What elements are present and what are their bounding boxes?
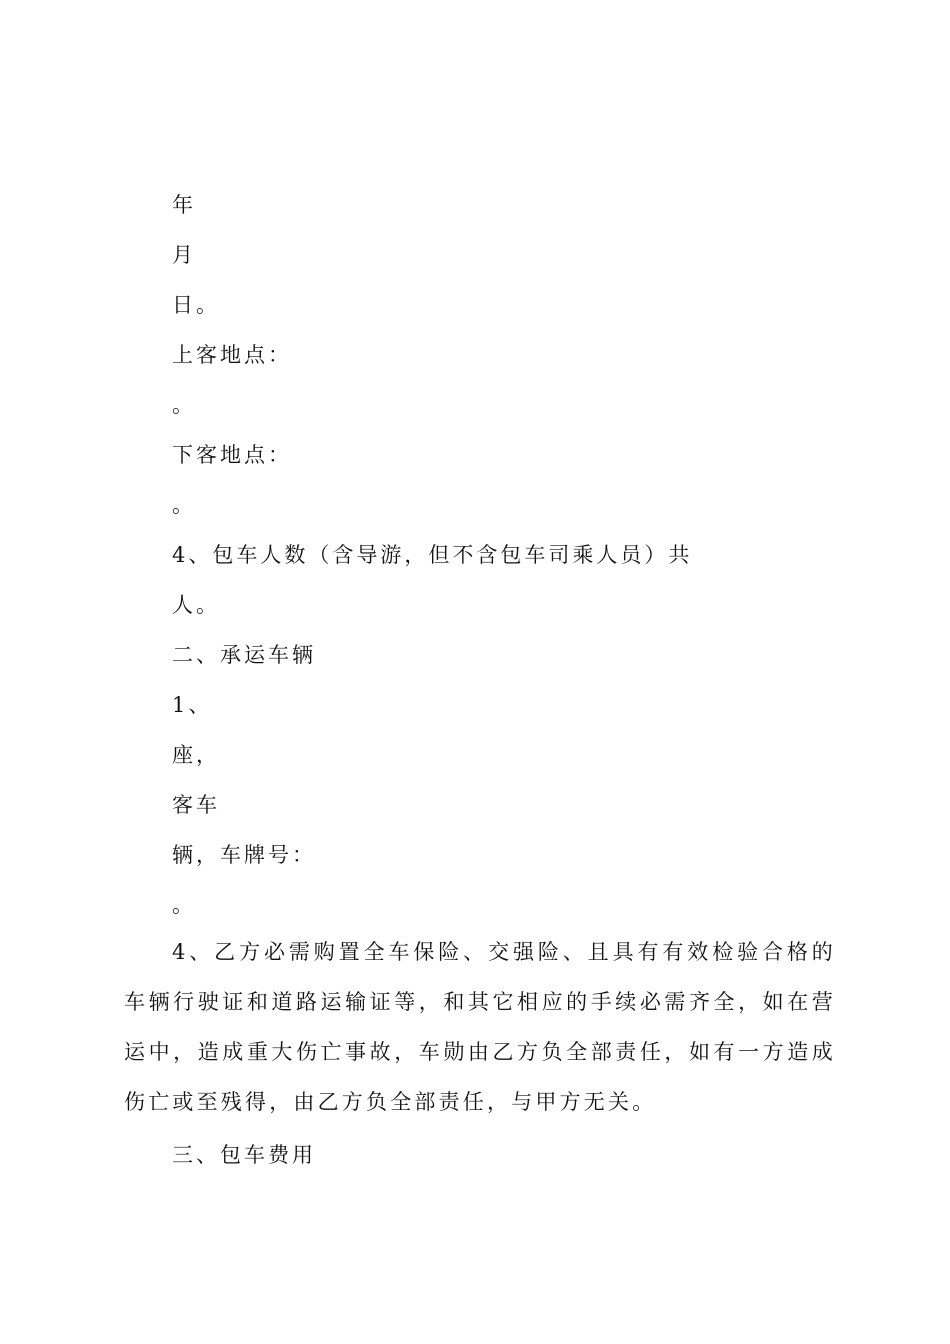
text-line-period: 。 [172,393,196,417]
text-line-seats: 座， [172,743,220,767]
text-line-period: 。 [172,493,196,517]
text-line-pickup-location: 上客地点： [172,343,292,367]
text-line-coach: 客车 [172,793,220,817]
text-line-plate-number: 辆，车牌号： [172,843,316,867]
text-line-persons: 人。 [172,593,220,617]
text-line-day: 日。 [172,293,220,317]
text-line-period: 。 [172,893,196,917]
section-heading-vehicle: 二、承运车辆 [172,643,316,667]
text-line-year: 年 [172,193,196,217]
text-line-passenger-count: 4、包车人数（含导游，但不含包车司乘人员）共 [172,543,693,567]
text-line-item-1: 1、 [172,693,213,717]
paragraph-insurance-liability: 4、乙方必需购置全车保险、交强险、且具有有效检验合格的车辆行驶证和道路运输证等，和其它相应的手续必需齐全，如在营运中，造成重大伤亡事故，车勋由乙方负全部责任，如有一方造成伤亡或至残得，由乙方负全部责任，与甲方无关。 [124,940,836,1114]
section-heading-charter-fees: 三、包车费用 [172,1143,316,1167]
text-line-month: 月 [172,243,196,267]
text-line-dropoff-location: 下客地点： [172,443,292,467]
